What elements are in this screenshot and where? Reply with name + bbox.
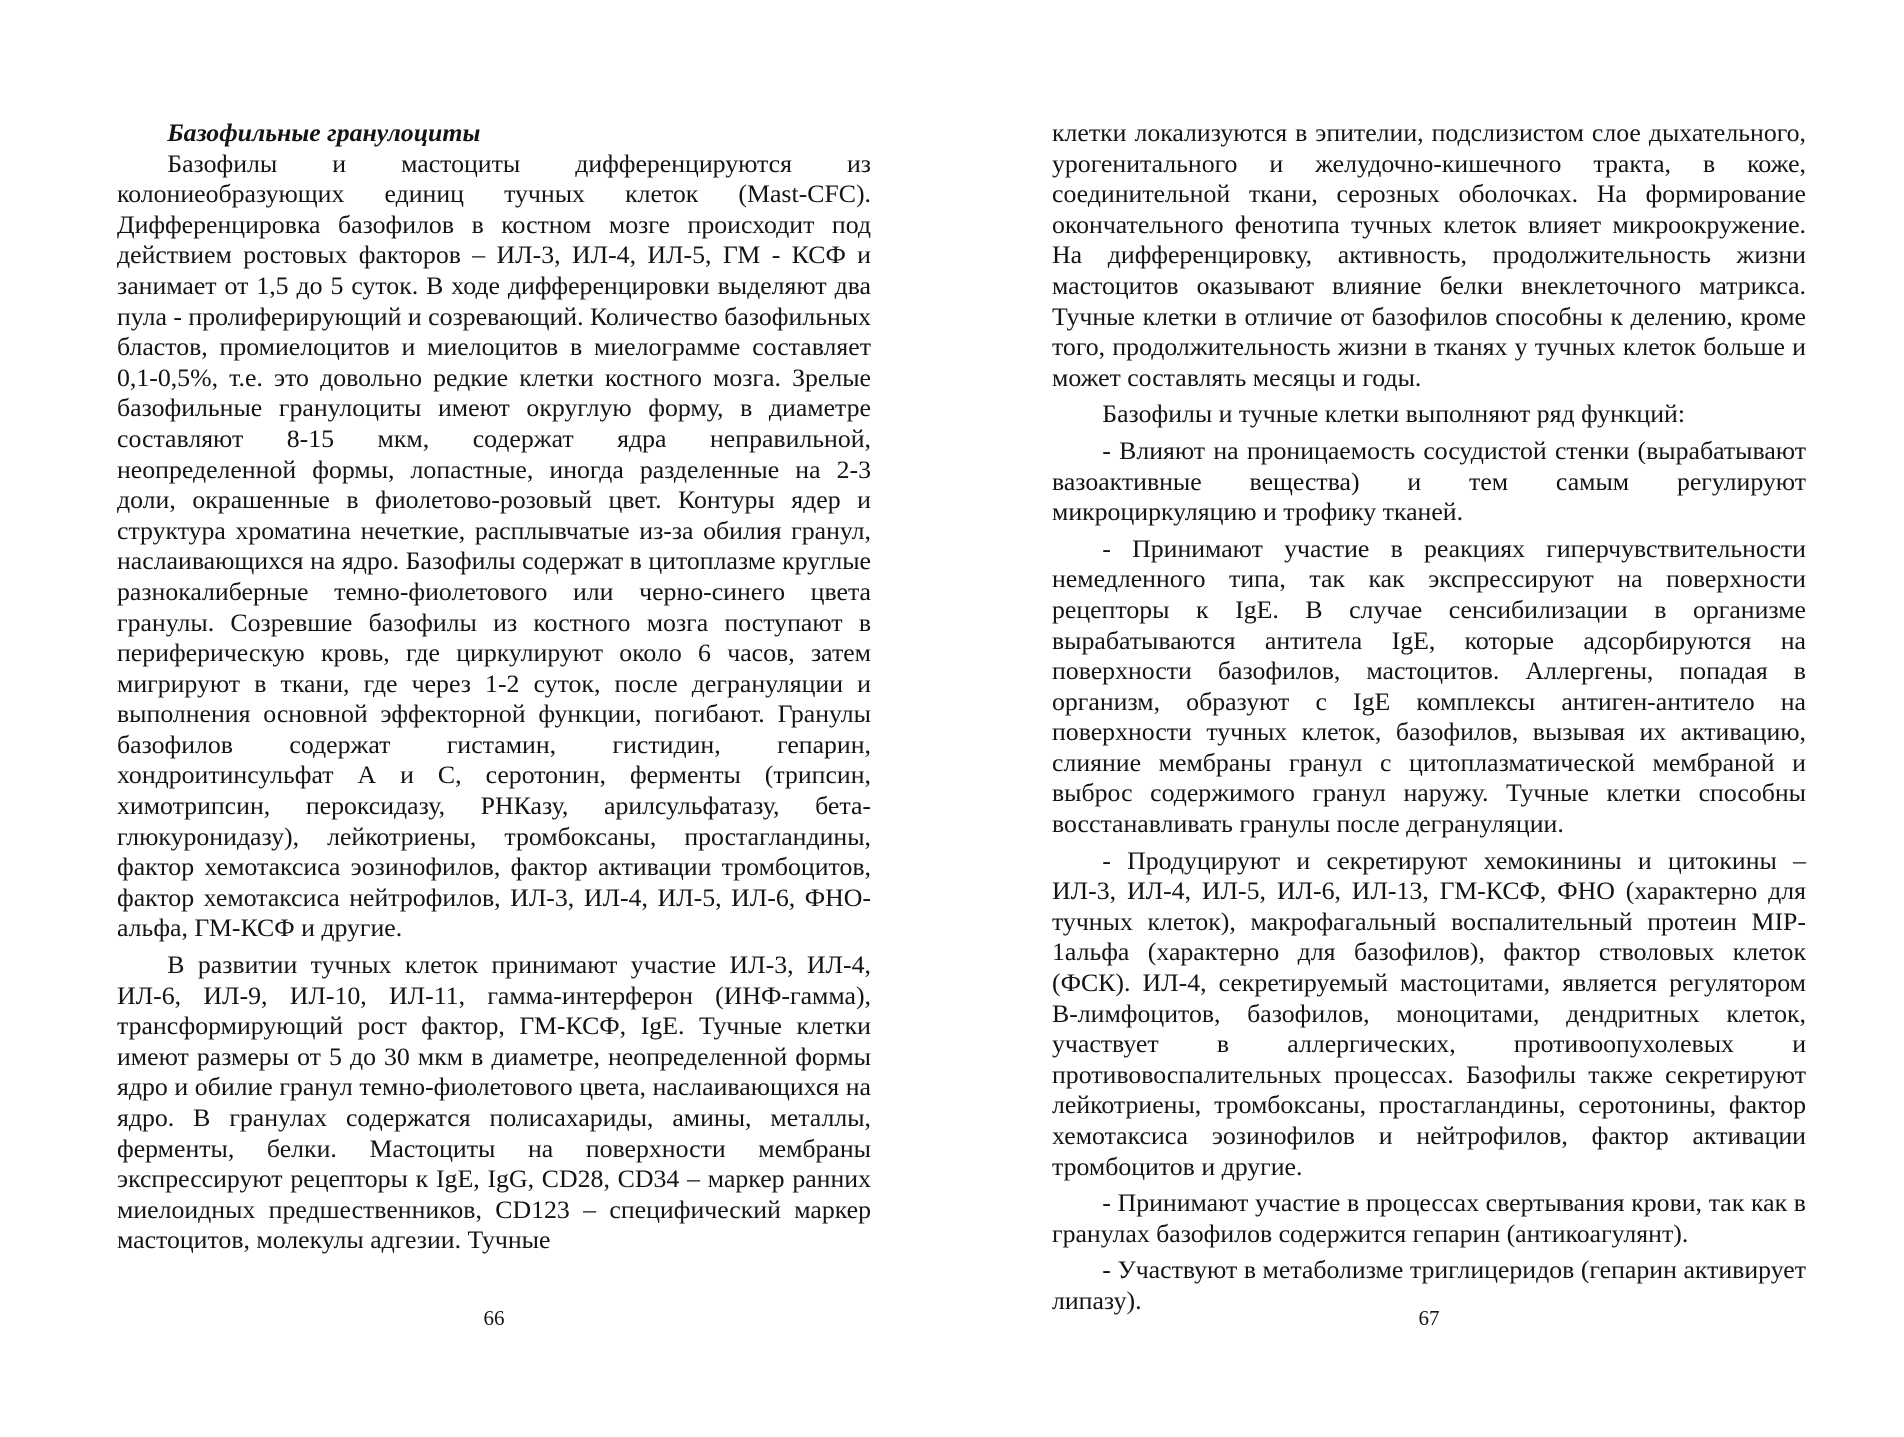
left-page (117, 118, 871, 1256)
section-heading: Базофильные гранулоциты (167, 118, 481, 147)
function-item-cytokines: - Продуцируют и секретируют хемокинины и цитокины – ИЛ-3, ИЛ-4, ИЛ-5, ИЛ-6, ИЛ-13, ГМ-КСФ, ФНО (характерно для тучных клеток), макрофагальный воспалительный протеин MIP-1альфа (характерно для базофилов), фактор стволовых клеток (ФСК). ИЛ-4, секретируемый мастоцитами, является регулятором В-лимфоцитов, базофилов, моноцитами, дендритных клеток, участвует в аллергических, противоопухолевых и противовоспалительных процессах. Базофилы также секретируют лейкотриены, тромбоксаны, простагландины, серотонины, фактор хемотаксиса эозинофилов и нейтрофилов, фактор активации тромбоцитов и другие. (1052, 845, 1806, 1181)
function-item-hypersensitivity: - Принимают участие в реакциях гиперчувствительности немедленного типа, так как экспрессируют на поверхности рецепторы к IgE. В случае сенсибилизации в организме вырабатываются антитела IgE, которые адсорбируются на поверхности базофилов, мастоцитов. Аллергены, попадая в организм, образуют с IgE комплексы антиген-антитело на поверхности тучных клеток, базофилов, вызывая их активацию, слияние мембраны гранул с цитоплазматической мембраной и выброс содержимого гранул наружу. Тучные клетки способны восстанавливать гранулы после дегрануляции. (1052, 533, 1806, 839)
paragraph-continuation: клетки локализуются в эпителии, подслизистом слое дыхательного, урогенитального и желудочно-кишечного тракта, в коже, соединительной ткани, серозных оболочках. На формирование окончательного фенотипа тучных клеток влияет микроокружение. На дифференцировку, активность, продолжительность жизни мастоцитов оказывают влияние белки внеклеточного матрикса. Тучные клетки в отличие от базофилов способны к делению, кроме того, продолжительность жизни в тканях у тучных клеток больше и может составлять месяцы и годы. (1052, 118, 1806, 392)
paragraph-basophils: Базофилы и мастоциты дифференцируются из колониеобразующих единиц тучных клеток (Mast-CFC). Дифференцировка базофилов в костном мозге происходит под действием ростовых факторов – ИЛ-3, ИЛ-4, ИЛ-5, ГМ - КСФ и занимает от 1,5 до 5 суток. В ходе дифференцировки выделяют два пула - пролиферирующий и созревающий. Количество базофильных бластов, промиелоцитов и миелоцитов в миелограмме составляет 0,1-0,5%, т.е. это довольно редкие клетки костного мозга. Зрелые базофильные гранулоциты имеют округлую форму, в диаметре составляют 8-15 мкм, содержат ядра неправильной, неопределенной формы, лопастные, иногда разделенные на 2-3 доли, окрашенные в фиолетово-розовый цвет. Контуры ядер и структура хроматина нечеткие, расплывчатые из-за обилия гранул, наслаивающихся на ядро. Базофилы содержат в цитоплазме круглые разнокалиберные темно-фиолетового или черно-синего цвета гранулы. Созревшие базофилы из костного мозга поступают в периферическую кровь, где циркулируют около 6 часов, затем мигрируют в ткани, где через 1-2 суток, после дегрануляции и выполнения основной эффекторной функции, погибают. Гранулы базофилов содержат гистамин, гистидин, гепарин, хондроитинсульфат А и С, серотонин, ферменты (трипсин, химотрипсин, пероксидазу, РНКазу, арилсульфатазу, бета-глюкуронидазу), лейкотриены, тромбоксаны, простагландины, фактор хемотаксиса эозинофилов, фактор активации тромбоцитов, фактор хемотаксиса нейтрофилов, ИЛ-3, ИЛ-4, ИЛ-5, ИЛ-6, ФНО-альфа, ГМ-КСФ и другие. (117, 148, 871, 943)
page-number-left: 66 (483, 1306, 505, 1330)
paragraph-functions-intro: Базофилы и тучные клетки выполняют ряд функций: (1102, 399, 1685, 429)
right-page (1052, 118, 1806, 1317)
function-item-coagulation: - Принимают участие в процессах свертывания крови, так как в гранулах базофилов содержится гепарин (антикоагулянт). (1052, 1188, 1806, 1248)
page-number-right: 67 (1418, 1306, 1440, 1330)
function-item-permeability: - Влияют на проницаемость сосудистой стенки (вырабатывают вазоактивные вещества) и тем самым регулируют микроциркуляцию и трофику тканей. (1052, 435, 1806, 527)
function-item-metabolism: - Участвуют в метаболизме триглицеридов (гепарин активирует липазу). (1052, 1255, 1806, 1315)
paragraph-mast-cells: В развитии тучных клеток принимают участие ИЛ-3, ИЛ-4, ИЛ-6, ИЛ-9, ИЛ-10, ИЛ-11, гамма-интерферон (ИНФ-гамма), трансформирующий рост фактор, ГМ-КСФ, IgE. Тучные клетки имеют размеры от 5 до 30 мкм в диаметре, неопределенной формы ядро и обилие гранул темно-фиолетового цвета, наслаивающихся на ядро. В гранулах содержатся полисахариды, амины, металлы, ферменты, белки. Мастоциты на поверхности мембраны экспрессируют рецепторы к IgE, IgG, CD28, CD34 – маркер ранних миелоидных предшественников, CD123 – специфический маркер мастоцитов, молекулы адгезии. Тучные (117, 950, 871, 1255)
